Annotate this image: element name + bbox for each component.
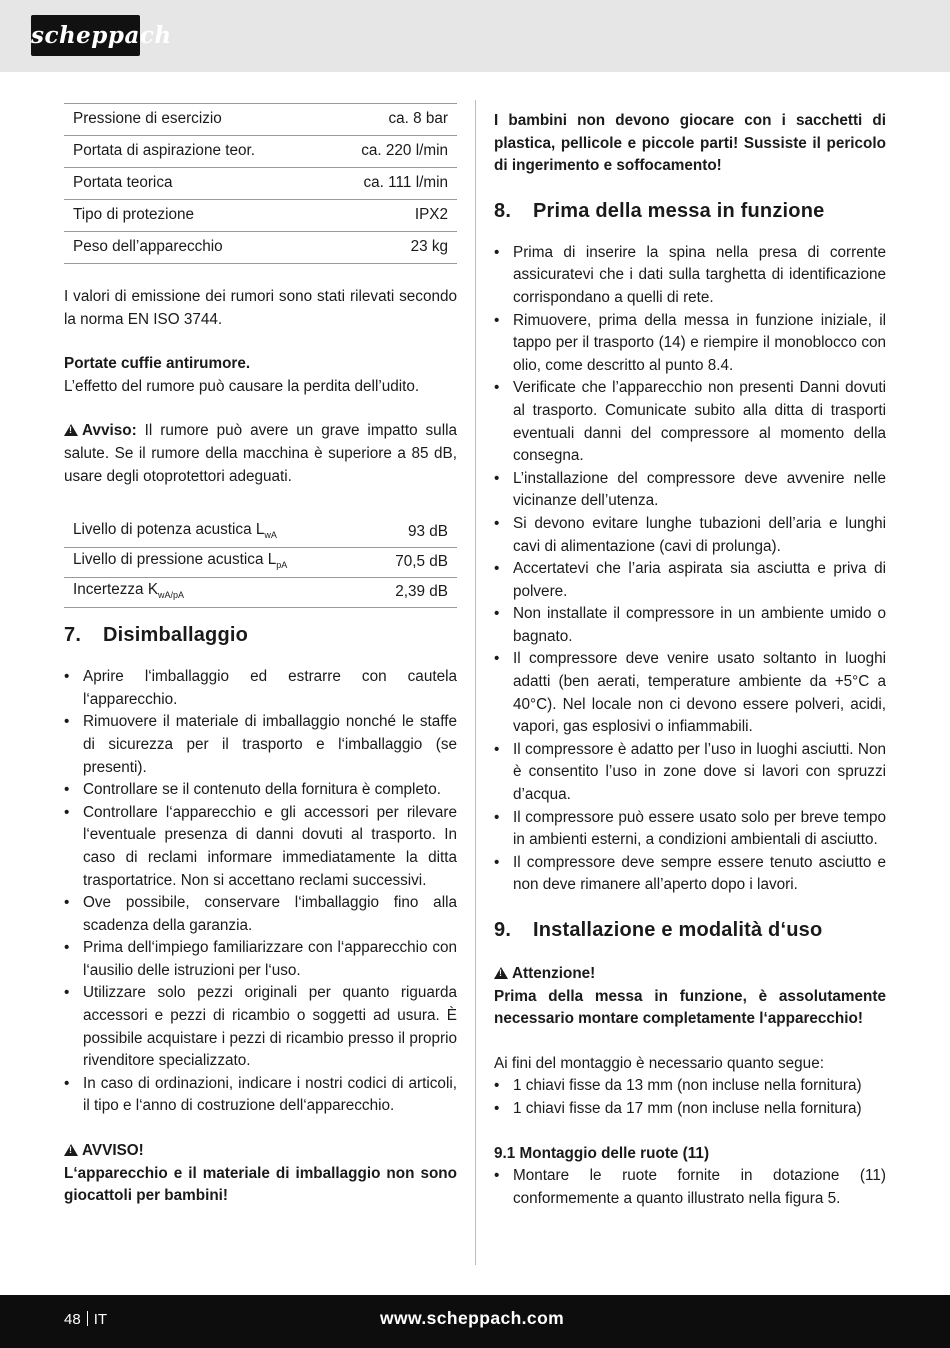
list-item: • Prima di inserire la spina nella presa di corrente assicuratevi che i dati sulla targhetta di identificazione corrispondano a quelli di rete. — [494, 242, 886, 310]
left-column — [64, 100, 457, 1208]
noise-value: 70,5 dB — [365, 548, 457, 578]
warning-triangle-icon — [64, 424, 78, 436]
section-8-heading — [494, 198, 886, 224]
packaging-warning-text: L‘apparecchio e il materiale di imballaggio non sono giocattoli per bambini! — [64, 1164, 457, 1205]
table-row — [64, 136, 457, 168]
list-item: • Controllare se il contenuto della fornitura è completo. — [64, 779, 457, 802]
noise-label: Livello di pressione acustica L — [73, 550, 277, 568]
warning-triangle-icon — [494, 967, 508, 979]
page-number: 48 — [64, 1311, 81, 1328]
noise-warning-label: Avviso: — [82, 422, 137, 440]
page-indicator — [64, 1311, 107, 1328]
noise-value: 93 dB — [365, 518, 457, 548]
list-item: • Accertatevi che l’aria aspirata sia asciutta e priva di polvere. — [494, 558, 886, 603]
noise-warning — [64, 420, 457, 488]
noise-subscript: pA — [276, 559, 288, 570]
children-warning-text: I bambini non devono giocare con i sacchetti di plastica, pellicole e piccole parti! Sussiste il pericolo di ingerimento e soffocamento! — [494, 112, 886, 175]
warning-triangle-icon — [64, 1144, 78, 1156]
packaging-warning — [64, 1140, 457, 1163]
noise-intro: I valori di emissione dei rumori sono stati rilevati secondo la norma EN ISO 3744. — [64, 288, 457, 328]
list-item: • Montare le ruote fornite in dotazione (11) conformemente a quanto illustrato nella figura 5. — [494, 1165, 886, 1210]
table-row — [64, 104, 457, 136]
list-item: • 1 chiavi fisse da 13 mm (non incluse nella fornitura) — [494, 1075, 886, 1098]
spec-label: Pressione di esercizio — [64, 104, 322, 136]
list-item: • Rimuovere, prima della messa in funzione iniziale, il tappo per il trasporto (14) e riempire il monoblocco con olio, come descritto al punto 8.4. — [494, 310, 886, 378]
attention-notice — [494, 963, 886, 986]
noise-label: Livello di potenza acustica L — [73, 520, 265, 538]
noise-subscript: wA/pA — [158, 589, 185, 600]
section-title: Installazione e modalità d‘uso — [533, 919, 823, 941]
table-row — [64, 518, 457, 548]
spec-value: ca. 8 bar — [322, 104, 457, 136]
spec-table — [64, 103, 457, 264]
spec-label: Peso dell’apparecchio — [64, 232, 322, 264]
list-item: • Non installate il compressore in un ambiente umido o bagnato. — [494, 603, 886, 648]
ear-protection-text: L’effetto del rumore può causare la perdita dell’udito. — [64, 377, 420, 395]
list-item: • Controllare l‘apparecchio e gli accessori per rilevare l‘eventuale presenza di danni dovuti al trasporto. In caso di reclami informare immediatamente la ditta trasportatrice. Non si accettano reclami successivi. — [64, 802, 457, 892]
noise-value: 2,39 dB — [365, 578, 457, 608]
spec-value: ca. 220 l/min — [322, 136, 457, 168]
list-item: • Il compressore può essere usato solo per breve tempo in ambienti esterni, a condizioni ambientali di asciutto. — [494, 807, 886, 852]
section-number: 9. — [494, 919, 512, 941]
unpacking-list — [64, 666, 457, 1118]
tools-list — [494, 1075, 886, 1120]
spec-label: Portata teorica — [64, 168, 322, 200]
list-item: • In caso di ordinazioni, indicare i nostri codici di articoli, il tipo e l‘anno di costruzione dell‘apparecchio. — [64, 1073, 457, 1118]
wheels-list — [494, 1165, 886, 1210]
section-title: Prima della messa in funzione — [533, 199, 825, 222]
noise-label: Incertezza K — [73, 580, 159, 598]
right-column — [494, 100, 886, 1210]
list-item: • Si devono evitare lunghe tubazioni dell’aria e lunghi cavi di alimentazione (cavi di prolunga). — [494, 513, 886, 558]
tools-intro: Ai fini del montaggio è necessario quanto segue: — [494, 1054, 824, 1072]
list-item: • Prima dell‘impiego familiarizzare con l‘apparecchio con l‘ausilio delle istruzioni per l‘uso. — [64, 937, 457, 982]
spec-value: 23 kg — [322, 232, 457, 264]
table-row — [64, 200, 457, 232]
table-row — [64, 578, 457, 608]
language-code: IT — [93, 1311, 108, 1328]
section-number: 7. — [64, 624, 82, 647]
table-row — [64, 232, 457, 264]
column-divider — [475, 100, 476, 1265]
table-row — [64, 548, 457, 578]
brand-logo: scheppach — [31, 15, 140, 56]
table-row — [64, 168, 457, 200]
list-item: • Utilizzare solo pezzi originali per quanto riguarda accessori e pezzi di ricambio o soggetti ad usura. È possibile acquistare i pezzi di ricambio presso il proprio rivenditore specializzato. — [64, 982, 457, 1072]
noise-table — [64, 518, 457, 608]
spec-value: IPX2 — [322, 200, 457, 232]
before-start-list — [494, 242, 886, 897]
list-item: • Verificate che l’apparecchio non presenti Danni dovuti al trasporto. Comunicate subito alla ditta di trasporti eventuali danni del compressore al momento della consegna. — [494, 377, 886, 467]
subsection-heading: 9.1 Montaggio delle ruote (11) — [494, 1144, 710, 1162]
list-item: • Aprire l‘imballaggio ed estrarre con cautela l‘apparecchio. — [64, 666, 457, 711]
website-url: www.scheppach.com — [380, 1308, 565, 1328]
attention-label: Attenzione! — [512, 965, 596, 982]
section-7-heading — [64, 622, 457, 648]
section-title: Disimballaggio — [103, 624, 249, 647]
section-number: 8. — [494, 199, 512, 222]
ear-protection-heading: Portate cuffie antirumore. — [64, 355, 251, 373]
footer-separator — [87, 1311, 88, 1326]
spec-value: ca. 111 l/min — [322, 168, 457, 200]
packaging-warning-label: AVVISO! — [82, 1142, 144, 1160]
attention-text: Prima della messa in funzione, è assolutamente necessario montare completamente l‘apparecchio! — [494, 987, 886, 1028]
list-item: • Il compressore deve venire usato soltanto in luoghi adatti (ben aerati, temperature ambiente da +5°C a 40°C). Nel locale non ci devono essere polveri, acidi, vapori, gas esplosivi o infiammabili. — [494, 648, 886, 738]
section-9-heading — [494, 917, 886, 943]
spec-label: Tipo di protezione — [64, 200, 322, 232]
list-item: • L’installazione del compressore deve avvenire nelle vicinanze dell’utenza. — [494, 468, 886, 513]
list-item: • Il compressore è adatto per l’uso in luoghi asciutti. Non è consentito l’uso in zone dove si lavori con spruzzi d’acqua. — [494, 739, 886, 807]
footer-bar — [0, 1295, 950, 1348]
noise-subscript: wA — [264, 529, 277, 540]
spec-label: Portata di aspirazione teor. — [64, 136, 322, 168]
list-item: • Il compressore deve sempre essere tenuto asciutto e non deve rimanere all’aperto dopo i lavori. — [494, 852, 886, 897]
noise-warning-text: Il rumore può avere un grave impatto sulla salute. Se il rumore della macchina è superiore a 85 dB, usare degli otoprotettori adeguati. — [64, 422, 457, 485]
header-bar — [0, 0, 950, 72]
list-item: • 1 chiavi fisse da 17 mm (non incluse nella fornitura) — [494, 1098, 886, 1121]
list-item: • Ove possibile, conservare l‘imballaggio fino alla scadenza della garanzia. — [64, 892, 457, 937]
list-item: • Rimuovere il materiale di imballaggio nonché le staffe di sicurezza per il trasporto e l‘imballaggio (se presenti). — [64, 711, 457, 779]
